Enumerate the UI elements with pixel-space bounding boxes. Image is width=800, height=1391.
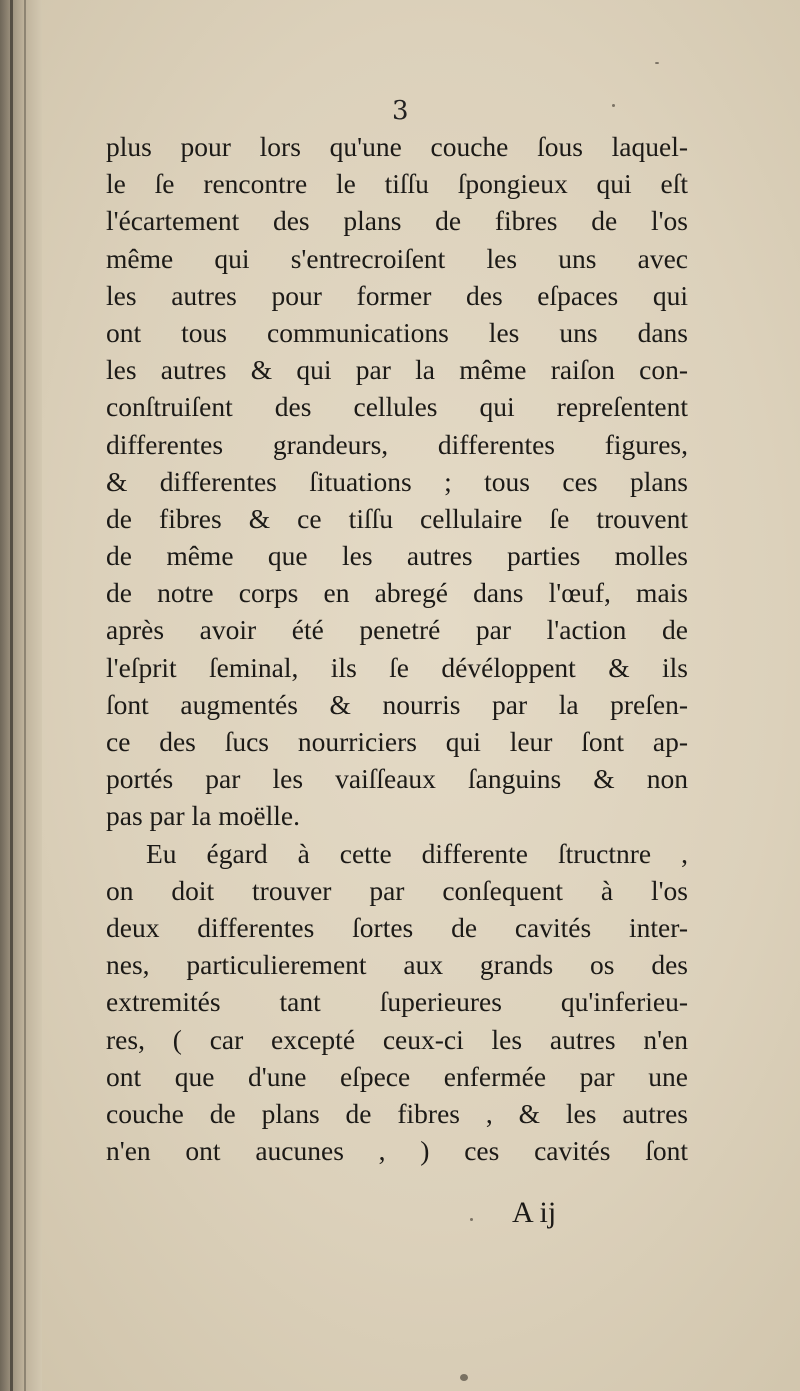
text-line: plus pour lors qu'une couche ſous laquel- (106, 131, 688, 162)
text-line: l'eſprit ſeminal, ils ſe dévéloppent & ils (106, 651, 688, 683)
paper-speck (460, 1374, 468, 1381)
gutter-edge-line (24, 0, 26, 1391)
text-line: Eu égard à cette differente ſtructnre , (146, 837, 688, 869)
paper-speck (612, 104, 615, 107)
text-line: les autres pour former des eſpaces qui (106, 279, 688, 311)
text-line: de notre corps en abregé dans l'œuf, mais (106, 577, 688, 609)
text-line: après avoir été penetré par l'action de (106, 614, 688, 646)
text-line: res, ( car excepté ceux-ci les autres n'en (106, 1023, 688, 1055)
page-number: 3 (392, 96, 409, 126)
text-line: pas par la moëlle. (106, 800, 300, 832)
text-line: même qui s'entrecroiſent les uns avec (106, 242, 688, 274)
text-line: ont que d'une eſpece enfermée par une (106, 1060, 688, 1092)
text-line: differentes grandeurs, differentes figures, (106, 428, 688, 460)
text-line: de fibres & ce tiſſu cellulaire ſe trouvent (106, 502, 688, 534)
text-line: nes, particulierement aux grands os des (106, 949, 688, 981)
text-line: le ſe rencontre le tiſſu ſpongieux qui eſt (106, 168, 688, 200)
gutter-shadow-line (10, 0, 13, 1391)
paper-speck (470, 1218, 473, 1221)
text-line: & differentes ſituations ; tous ces plans (106, 465, 688, 497)
text-line: ont tous communications les uns dans (106, 316, 688, 348)
page-gutter (0, 0, 42, 1391)
body-text (106, 128, 688, 1169)
paper-speck (655, 62, 659, 64)
signature-mark: A ij (512, 1196, 557, 1229)
text-line: n'en ont aucunes , ) ces cavités ſont (106, 1135, 688, 1167)
text-line: ſont augmentés & nourris par la preſen- (106, 688, 688, 720)
text-line: conſtruiſent des cellules qui repreſentent (106, 391, 688, 423)
text-line: couche de plans de fibres , & les autres (106, 1097, 688, 1129)
text-line: ce des ſucs nourriciers qui leur ſont ap- (106, 726, 688, 757)
text-line: les autres & qui par la même raiſon con- (106, 354, 688, 386)
text-line: extremités tant ſuperieures qu'inferieu- (106, 986, 688, 1018)
text-line: deux differentes ſortes de cavités inter- (106, 911, 688, 943)
text-line: l'écartement des plans de fibres de l'os (106, 205, 688, 237)
text-line: portés par les vaiſſeaux ſanguins & non (106, 763, 688, 795)
text-line: de même que les autres parties molles (106, 540, 688, 572)
text-line: on doit trouver par conſequent à l'os (106, 874, 688, 906)
